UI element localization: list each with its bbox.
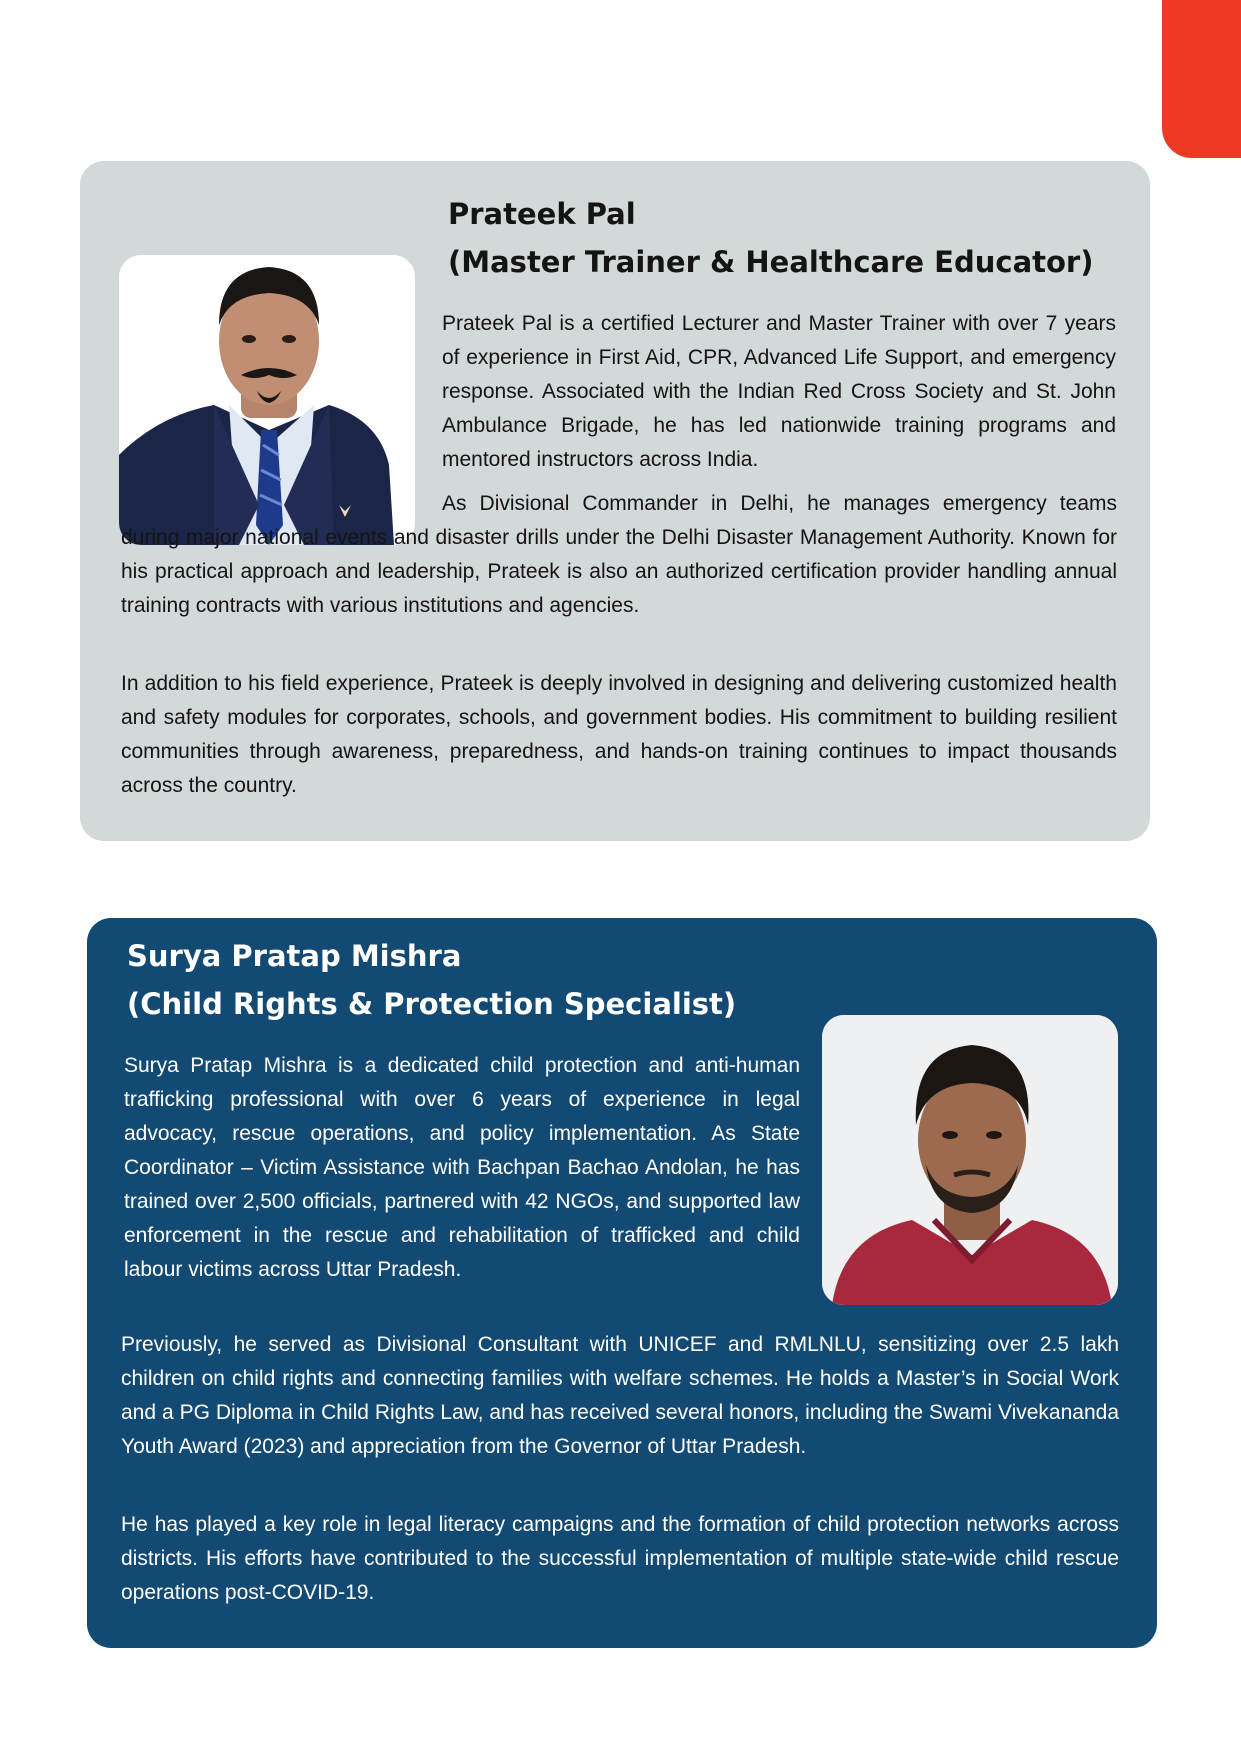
bio-paragraph-2: As Divisional Commander in Delhi, he manages emergency teams during major national events and disaster drills under the Delhi Disaster Management Authority. Known for his practical approach and leadership, Prateek is also an authorized certification provider handling annual training contracts with various institutions and agencies. (121, 492, 1117, 617)
profile-name: Surya Pratap Mishra (127, 939, 462, 973)
bio-paragraph-2: Previously, he served as Divisional Consultant with UNICEF and RMLNLU, sensitizing over 2.5 lakh children on child rights and connecting families with welfare schemes. He holds a Master’s in Social Work and a PG Diploma in Child Rights Law, and has received several honors, including the Swami Vivekananda Youth Award (2023) and appreciation from the Governor of Uttar Pradesh. (121, 1333, 1119, 1458)
bio-paragraph-3: He has played a key role in legal literacy campaigns and the formation of child protection networks across districts. His efforts have contributed to the successful implementation of multiple state-wide child rescue operations post-COVID-19. (121, 1513, 1119, 1604)
profile-card-surya-pratap-mishra (87, 918, 1157, 1648)
corner-accent-tab (1162, 0, 1241, 158)
profile-photo-surya-pratap-mishra (822, 1015, 1118, 1305)
bio-paragraph-3: In addition to his field experience, Prateek is deeply involved in designing and delivering customized health and safety modules for corporates, schools, and government bodies. His commitment to building resilient communities through awareness, preparedness, and hands-on training continues to impact thousands across the country. (121, 672, 1117, 797)
bio-paragraph-1: Surya Pratap Mishra is a dedicated child protection and anti-human trafficking professional with over 6 years of experience in legal advocacy, rescue operations, and policy implementation. As State Coordinator – Victim Assistance with Bachpan Bachao Andolan, he has trained over 2,500 officials, partnered with 42 NGOs, and supported law enforcement in the rescue and rehabilitation of trafficked and child labour victims across Uttar Pradesh. (124, 1054, 800, 1281)
profile-role: (Master Trainer & Healthcare Educator) (448, 245, 1094, 279)
profile-role: (Child Rights & Protection Specialist) (127, 987, 737, 1021)
profile-card-prateek-pal (80, 161, 1150, 841)
profile-name: Prateek Pal (448, 197, 636, 231)
bio-paragraph-1: Prateek Pal is a certified Lecturer and Master Trainer with over 7 years of experience in First Aid, CPR, Advanced Life Support, and emergency response. Associated with the Indian Red Cross Society and St. John Ambulance Brigade, he has led nationwide training programs and mentored instructors across India. (442, 312, 1116, 471)
